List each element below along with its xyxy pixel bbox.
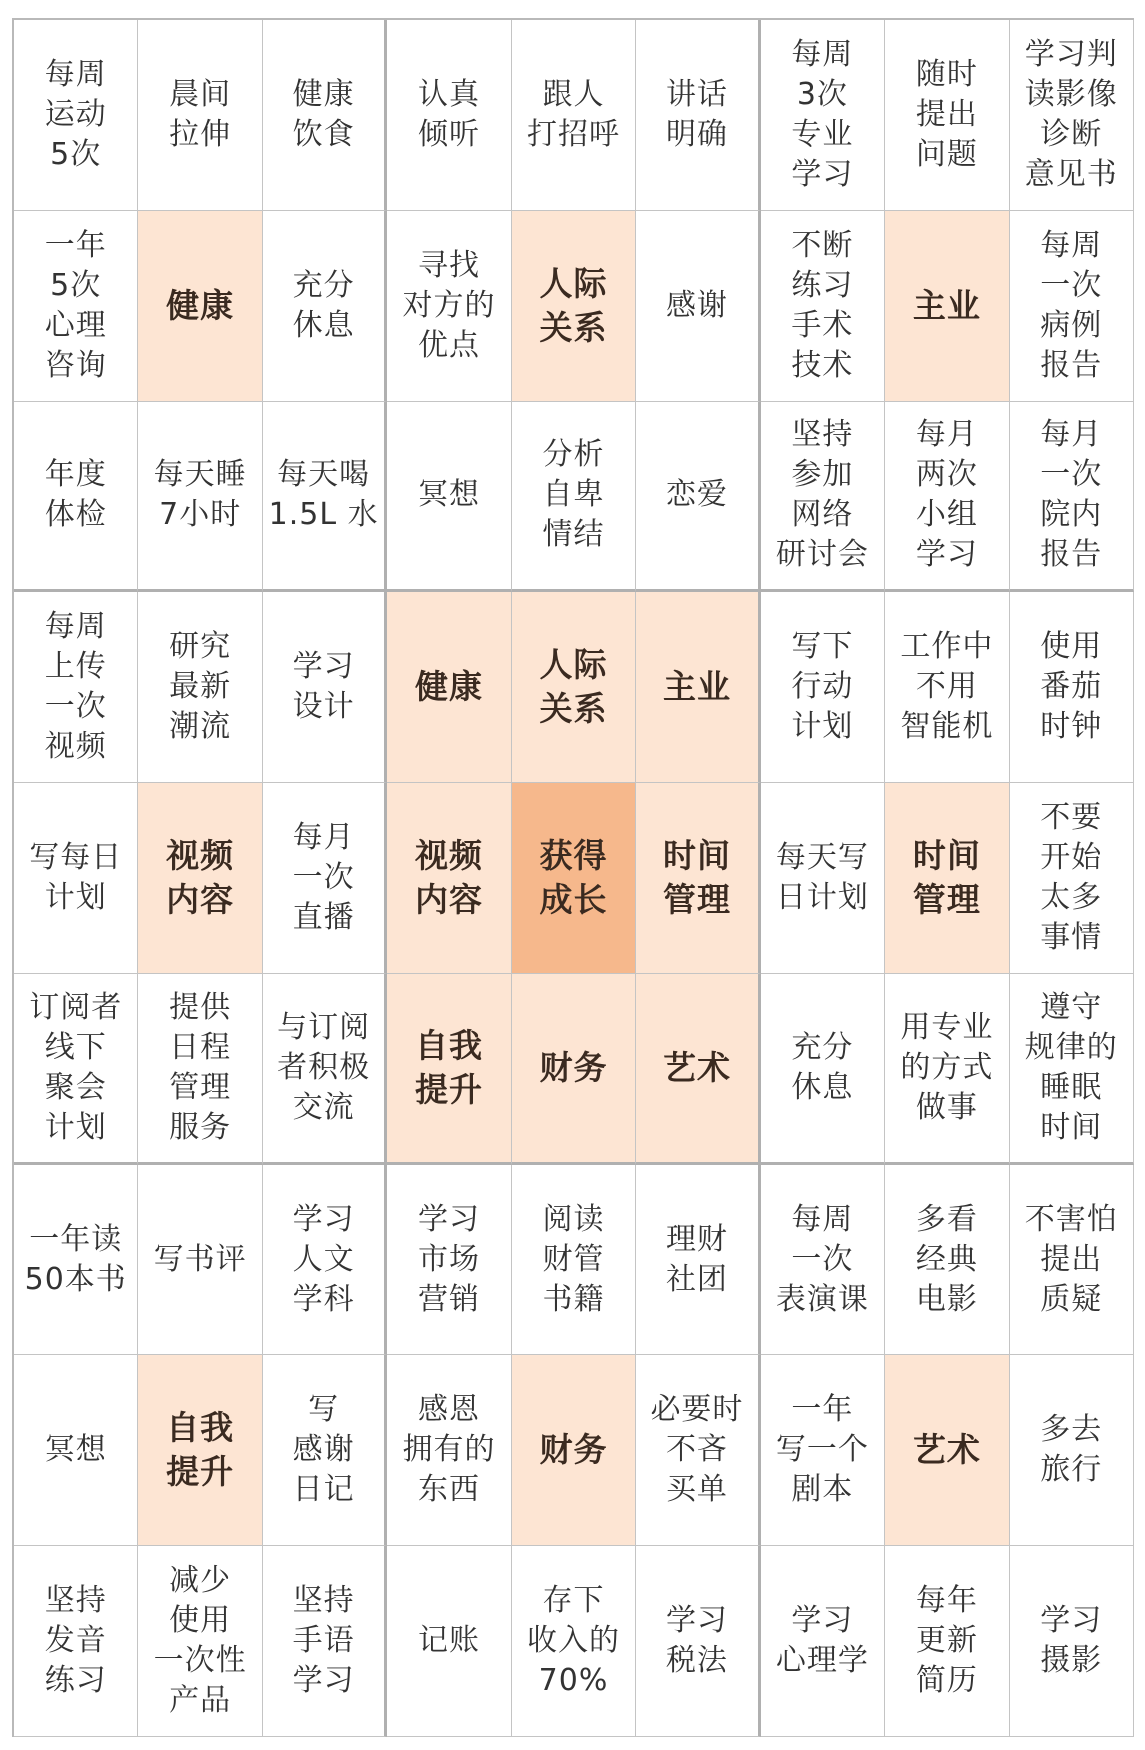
cell-text: 每周 3次 专业 学习: [791, 36, 854, 192]
cell-text: 订阅者 线下 聚会 计划: [29, 989, 123, 1145]
cell-text: 时间 管理: [912, 835, 981, 919]
grid-cell-main-job-action: [761, 402, 885, 593]
cell-text: 每月 一次 院内 报告: [1040, 417, 1103, 573]
grid-cell-art-action: [885, 1546, 1009, 1737]
grid-cell-time-management-action: [1010, 592, 1134, 783]
cell-text: 健康: [415, 667, 484, 707]
cell-text: 写书评: [153, 1241, 247, 1277]
grid-cell-art-action: [1010, 1165, 1134, 1356]
cell-text: 每周 上传 一次 视频: [44, 609, 107, 765]
grid-cell-health-action: [263, 402, 387, 593]
grid-cell-relationships-action: [636, 402, 760, 593]
cell-text: 艺术: [912, 1430, 981, 1470]
cell-text: 每周 一次 病例 报告: [1040, 227, 1103, 383]
grid-cell-core-sub-goal: [387, 974, 511, 1165]
grid-cell-finance-action: [636, 1165, 760, 1356]
cell-text: 健康 饮食: [292, 76, 355, 152]
cell-text: 写 感谢 日记: [292, 1392, 355, 1508]
grid-cell-health-action: [14, 402, 138, 593]
grid-cell-relationships-action: [636, 211, 760, 402]
cell-text: 使用 番茄 时钟: [1040, 629, 1103, 745]
cell-text: 每月 两次 小组 学习: [915, 417, 978, 573]
cell-text: 一年 5次 心理 咨询: [44, 227, 107, 383]
cell-text: 视频 内容: [166, 835, 235, 919]
cell-text: 主业: [662, 667, 731, 707]
cell-text: 阅读 财管 书籍: [542, 1201, 605, 1317]
grid-cell-finance-action: [387, 1165, 511, 1356]
cell-text: 坚持 参加 网络 研讨会: [775, 417, 869, 573]
grid-cell-time-management-action: [885, 974, 1009, 1165]
grid-cell-video-content-action: [138, 592, 262, 783]
grid-cell-art-action: [1010, 1355, 1134, 1546]
grid-cell-main-job-action: [761, 211, 885, 402]
grid-cell-finance-action: [387, 1546, 511, 1737]
grid-cell-finance-action: [636, 1546, 760, 1737]
cell-text: 每周 运动 5次: [44, 56, 107, 172]
grid-cell-main-job-action: [761, 20, 885, 211]
cell-text: 获得 成长: [539, 835, 608, 919]
grid-cell-core-core-goal: [512, 783, 636, 974]
grid-cell-art-action: [761, 1546, 885, 1737]
cell-text: 冥想: [418, 477, 481, 513]
cell-text: 艺术: [662, 1047, 731, 1087]
cell-text: 时间 管理: [662, 835, 731, 919]
cell-text: 多看 经典 电影: [915, 1201, 978, 1317]
cell-text: 研究 最新 潮流: [169, 629, 232, 745]
cell-text: 与订阅 者积极 交流: [277, 1009, 371, 1125]
cell-text: 工作中 不用 智能机: [900, 629, 994, 745]
grid-cell-video-content-sub-goal: [138, 783, 262, 974]
cell-text: 充分 休息: [791, 1029, 854, 1105]
grid-cell-self-improvement-action: [263, 1546, 387, 1737]
cell-text: 不要 开始 太多 事情: [1040, 799, 1103, 955]
grid-cell-main-job-action: [885, 402, 1009, 593]
cell-text: 冥想: [44, 1432, 107, 1468]
cell-text: 每周 一次 表演课: [775, 1201, 869, 1317]
cell-text: 坚持 手语 学习: [292, 1583, 355, 1699]
cell-text: 学习 摄影: [1040, 1603, 1103, 1679]
cell-text: 理财 社团: [665, 1221, 728, 1297]
grid-cell-main-job-action: [1010, 402, 1134, 593]
grid-cell-relationships-action: [512, 402, 636, 593]
grid-cell-health-action: [263, 211, 387, 402]
grid-cell-health-sub-goal: [138, 211, 262, 402]
cell-text: 学习 市场 营销: [418, 1201, 481, 1317]
grid-cell-core-sub-goal: [636, 974, 760, 1165]
cell-text: 恋爱: [665, 477, 728, 513]
grid-cell-video-content-action: [138, 974, 262, 1165]
grid-cell-relationships-action: [387, 20, 511, 211]
grid-cell-art-action: [761, 1355, 885, 1546]
cell-text: 财务: [539, 1430, 608, 1470]
grid-cell-health-action: [14, 20, 138, 211]
cell-text: 随时 提出 问题: [915, 56, 978, 172]
cell-text: 多去 旅行: [1040, 1412, 1103, 1488]
cell-text: 自我 提升: [415, 1025, 484, 1109]
grid-cell-self-improvement-action: [263, 1165, 387, 1356]
grid-cell-self-improvement-action: [14, 1165, 138, 1356]
grid-cell-finance-action: [387, 1355, 511, 1546]
cell-text: 寻找 对方的 优点: [402, 247, 496, 363]
grid-cell-finance-action: [512, 1165, 636, 1356]
grid-cell-time-management-action: [761, 592, 885, 783]
grid-cell-self-improvement-action: [263, 1355, 387, 1546]
cell-text: 写下 行动 计划: [791, 629, 854, 745]
cell-text: 一年 写一个 剧本: [775, 1392, 869, 1508]
cell-text: 记账: [418, 1623, 481, 1659]
grid-cell-video-content-action: [263, 783, 387, 974]
grid-cell-health-action: [138, 402, 262, 593]
cell-text: 存下 收入的 70%: [526, 1583, 620, 1699]
grid-cell-health-action: [138, 20, 262, 211]
grid-cell-core-sub-goal: [636, 783, 760, 974]
cell-text: 年度 体检: [44, 457, 107, 533]
cell-text: 学习 设计: [292, 649, 355, 725]
grid-cell-core-sub-goal: [387, 592, 511, 783]
cell-text: 分析 自卑 情结: [542, 437, 605, 553]
cell-text: 每月 一次 直播: [292, 819, 355, 935]
grid-cell-core-sub-goal: [512, 974, 636, 1165]
cell-text: 坚持 发音 练习: [44, 1583, 107, 1699]
cell-text: 人际 关系: [539, 263, 608, 347]
mandala-chart-grid: [12, 18, 1134, 1737]
grid-cell-time-management-action: [761, 783, 885, 974]
grid-cell-finance-action: [512, 1546, 636, 1737]
cell-text: 每天睡 7小时: [153, 457, 247, 533]
grid-cell-core-sub-goal: [636, 592, 760, 783]
grid-cell-video-content-action: [14, 783, 138, 974]
cell-text: 用专业 的方式 做事: [900, 1009, 994, 1125]
cell-text: 视频 内容: [415, 835, 484, 919]
cell-text: 感恩 拥有的 东西: [402, 1392, 496, 1508]
cell-text: 晨间 拉伸: [169, 76, 232, 152]
grid-cell-self-improvement-action: [138, 1546, 262, 1737]
cell-text: 健康: [166, 285, 235, 325]
cell-text: 一年读 50本书: [24, 1221, 127, 1297]
grid-cell-video-content-action: [263, 974, 387, 1165]
grid-cell-finance-sub-goal: [512, 1355, 636, 1546]
cell-text: 每年 更新 简历: [915, 1583, 978, 1699]
cell-text: 讲话 明确: [665, 76, 728, 152]
grid-cell-time-management-action: [885, 592, 1009, 783]
grid-cell-time-management-sub-goal: [885, 783, 1009, 974]
grid-cell-self-improvement-sub-goal: [138, 1355, 262, 1546]
cell-text: 减少 使用 一次性 产品: [153, 1563, 247, 1719]
grid-cell-art-action: [761, 1165, 885, 1356]
grid-cell-relationships-action: [636, 20, 760, 211]
grid-cell-main-job-action: [885, 20, 1009, 211]
cell-text: 人际 关系: [539, 645, 608, 729]
cell-text: 每天写 日计划: [775, 839, 869, 915]
cell-text: 写每日 计划: [29, 839, 123, 915]
grid-cell-core-sub-goal: [387, 783, 511, 974]
cell-text: 学习 税法: [665, 1603, 728, 1679]
grid-cell-main-job-sub-goal: [885, 211, 1009, 402]
cell-text: 自我 提升: [166, 1408, 235, 1492]
grid-cell-time-management-action: [1010, 974, 1134, 1165]
cell-text: 提供 日程 管理 服务: [169, 989, 232, 1145]
grid-cell-self-improvement-action: [14, 1355, 138, 1546]
grid-cell-self-improvement-action: [14, 1546, 138, 1737]
cell-text: 不断 练习 手术 技术: [791, 227, 854, 383]
grid-cell-relationships-action: [387, 211, 511, 402]
cell-text: 充分 休息: [292, 267, 355, 343]
grid-cell-time-management-action: [1010, 783, 1134, 974]
grid-cell-health-action: [263, 20, 387, 211]
grid-cell-relationships-action: [387, 402, 511, 593]
grid-cell-core-sub-goal: [512, 592, 636, 783]
cell-text: 学习 心理学: [775, 1603, 869, 1679]
cell-text: 学习判 读影像 诊断 意见书: [1024, 36, 1118, 192]
cell-text: 不害怕 提出 质疑: [1024, 1201, 1118, 1317]
cell-text: 每天喝 1.5L 水: [268, 457, 379, 533]
cell-text: 必要时 不吝 买单: [650, 1392, 744, 1508]
grid-cell-finance-action: [636, 1355, 760, 1546]
cell-text: 学习 人文 学科: [292, 1201, 355, 1317]
grid-cell-art-action: [885, 1165, 1009, 1356]
grid-cell-video-content-action: [263, 592, 387, 783]
grid-cell-health-action: [14, 211, 138, 402]
cell-text: 认真 倾听: [418, 76, 481, 152]
grid-cell-main-job-action: [1010, 211, 1134, 402]
cell-text: 感谢: [665, 287, 728, 323]
grid-cell-video-content-action: [14, 592, 138, 783]
grid-cell-art-sub-goal: [885, 1355, 1009, 1546]
grid-cell-main-job-action: [1010, 20, 1134, 211]
grid-cell-relationships-action: [512, 20, 636, 211]
grid-cell-art-action: [1010, 1546, 1134, 1737]
grid-cell-video-content-action: [14, 974, 138, 1165]
cell-text: 跟人 打招呼: [526, 76, 620, 152]
grid-cell-relationships-sub-goal: [512, 211, 636, 402]
cell-text: 主业: [912, 285, 981, 325]
cell-text: 财务: [539, 1047, 608, 1087]
grid-cell-self-improvement-action: [138, 1165, 262, 1356]
cell-text: 遵守 规律的 睡眠 时间: [1024, 989, 1118, 1145]
grid-cell-time-management-action: [761, 974, 885, 1165]
